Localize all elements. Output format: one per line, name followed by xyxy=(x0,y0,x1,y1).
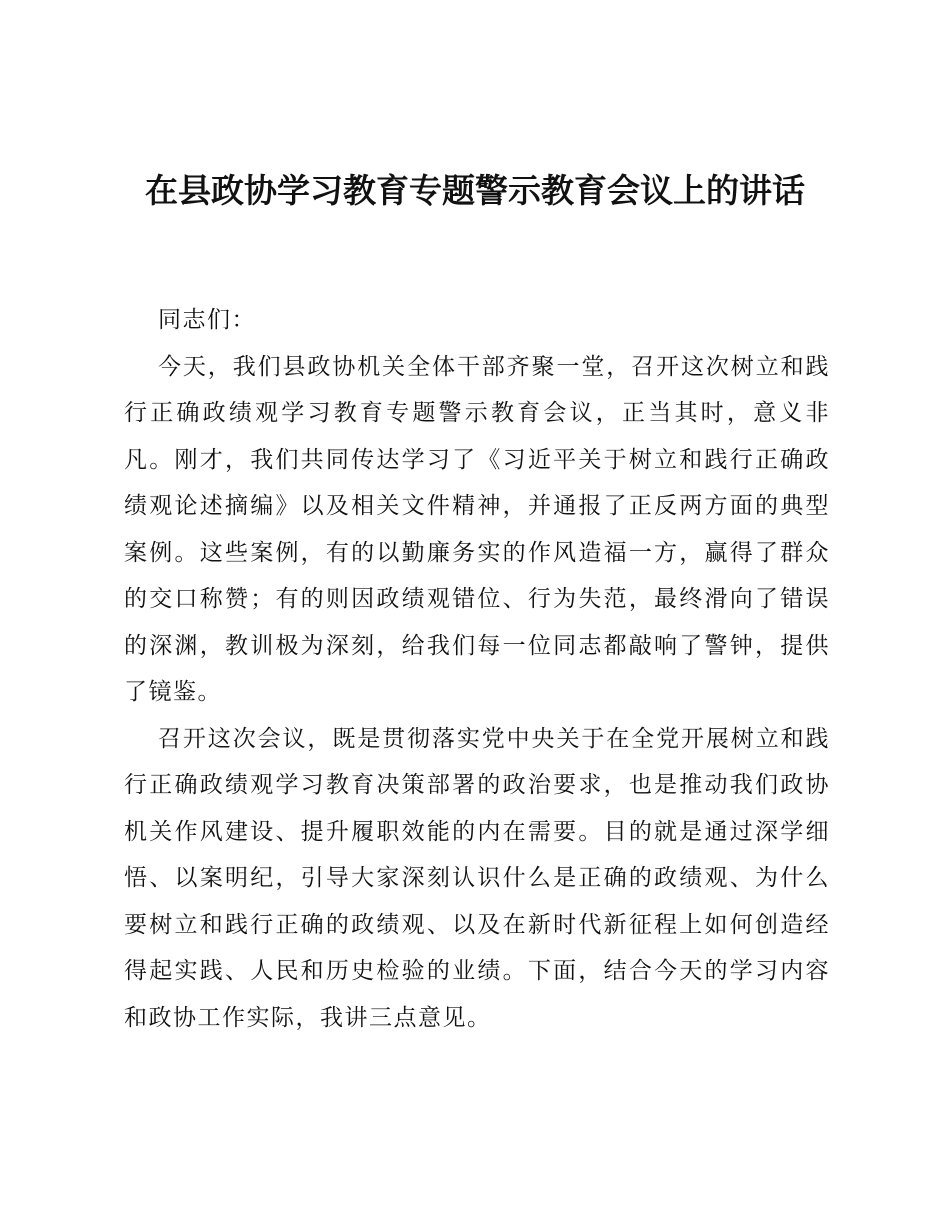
salutation: 同志们： xyxy=(158,307,256,333)
paragraph-1: 今天，我们县政协机关全体干部齐聚一堂，召开这次树立和践行正确政绩观学习教育专题警示教育会议，正当其时，意义非凡。刚才，我们共同传达学习了《习近平关于树立和践行正确政绩观论述摘编》以及相关文件精神，并通报了正反两方面的典型案例。这些案例，有的以勤廉务实的作风造福一方，赢得了群众的交口称赞；有的则因政绩观错位、行为失范，最终滑向了错误的深渊，教训极为深刻，给我们每一位同志都敲响了警钟，提供了镜鉴。 xyxy=(124,353,830,705)
document-body xyxy=(124,297,830,1041)
paragraph-2: 召开这次会议，既是贯彻落实党中央关于在全党开展树立和践行正确政绩观学习教育决策部署的政治要求，也是推动我们政协机关作风建设、提升履职效能的内在需要。目的就是通过深学细悟、以案明纪，引导大家深刻认识什么是正确的政绩观、为什么要树立和践行正确的政绩观、以及在新时代新征程上如何创造经得起实践、人民和历史检验的业绩。下面，结合今天的学习内容和政协工作实际，我讲三点意见。 xyxy=(124,725,830,1031)
document-title: 在县政协学习教育专题警示教育会议上的讲话 xyxy=(145,171,805,210)
